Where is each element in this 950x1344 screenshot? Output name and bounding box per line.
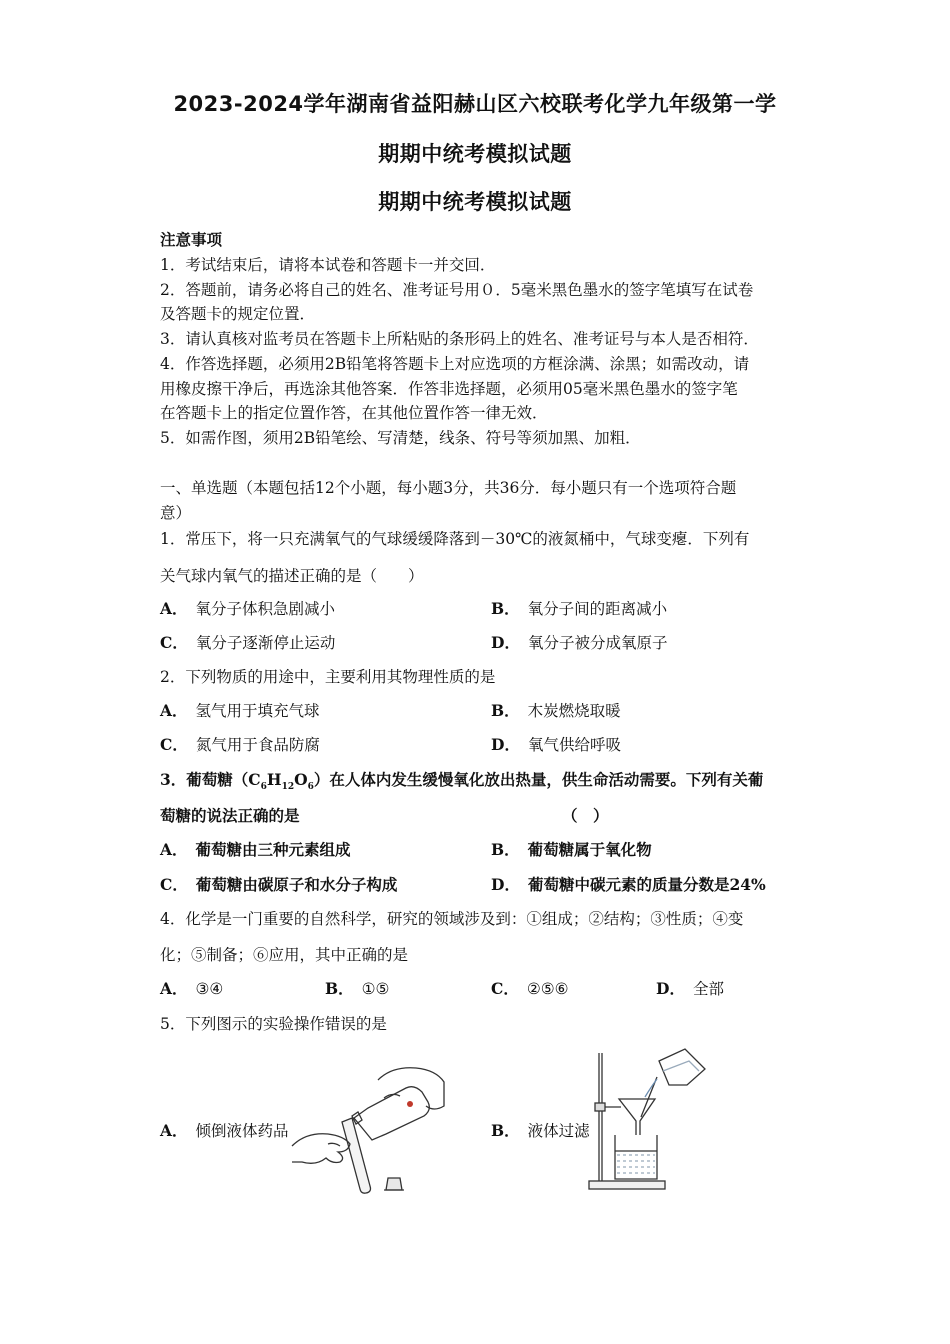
q4-option-b: B． ①⑤ — [325, 979, 390, 998]
title-line-1: 2023-2024学年湖南省益阳赫山区六校联考化学九年级第一学 — [173, 92, 777, 116]
q3-option-a: A． 葡萄糖由三种元素组成 — [160, 840, 351, 859]
notice-item: 4．作答选择题，必须用2B铅笔将答题卡上对应选项的方框涂满、涂黑；如需改动，请 — [160, 355, 750, 373]
section-heading-cont: 意） — [160, 504, 192, 522]
q4-option-a: A． ③④ — [160, 979, 224, 998]
glucose-formula: $C_6H_{12}O_6$ — [248, 770, 314, 793]
q1-stem-cont: 关气球内氧气的描述正确的是（ ） — [160, 567, 424, 585]
q4-stem-cont: 化；⑤制备；⑥应用，其中正确的是 — [160, 946, 409, 964]
notice-item: 在答题卡上的指定位置作答，在其他位置作答一律无效． — [160, 404, 548, 422]
section-heading: 一、单选题（本题包括12个小题，每小题3分，共36分．每小题只有一个选项符合题 — [160, 479, 737, 497]
title-line-2: 期期中统考模拟试题 — [378, 142, 572, 166]
q2-option-c: C． 氮气用于食品防腐 — [160, 735, 320, 754]
q2-option-d: D． 氧气供给呼吸 — [491, 735, 621, 754]
q1-stem: 1．常压下，将一只充满氧气的气球缓缓降落到－30℃的液氮桶中，气球变瘪．下列有 — [160, 530, 750, 548]
q3-stem-cont: 萄糖的说法正确的是 — [160, 806, 300, 825]
notice-item: 2．答题前，请务必将自己的姓名、准考证号用０．5毫米黑色墨水的签字笔填写在试卷 — [160, 281, 754, 299]
q4-stem: 4．化学是一门重要的自然科学，研究的领域涉及到：①组成；②结构；③性质；④变 — [160, 910, 744, 928]
notice-item: 及答题卡的规定位置． — [160, 305, 316, 323]
q1-option-d: D． 氧分子被分成氧原子 — [491, 633, 668, 652]
notice-item: 3．请认真核对监考员在答题卡上所粘贴的条形码上的姓名、准考证号与本人是否相符． — [160, 330, 759, 348]
notice-heading: 注意事项 — [160, 230, 223, 249]
q2-option-a: A． 氢气用于填充气球 — [160, 701, 320, 720]
q2-stem: 2．下列物质的用途中，主要利用其物理性质的是 — [160, 668, 496, 686]
q5-stem: 5．下列图示的实验操作错误的是 — [160, 1015, 387, 1033]
q3-answer-bracket: （ ） — [562, 806, 609, 825]
pouring-liquid-figure — [288, 1058, 448, 1198]
q3-option-b: B． 葡萄糖属于氧化物 — [491, 840, 652, 859]
notice-item: 1．考试结束后，请将本试卷和答题卡一并交回． — [160, 256, 496, 274]
q3-stem: 3．葡萄糖$(C_6H_{12}O_6)$在人体内发生缓慢氧化放出热量，供生命活动需要。下列有关葡 — [160, 770, 764, 793]
q5-option-a: A． 倾倒液体药品 — [160, 1121, 289, 1140]
q1-option-b: B． 氧分子间的距离减小 — [491, 599, 668, 618]
title-line-3: 期期中统考模拟试题 — [378, 190, 572, 214]
q1-option-a: A． 氧分子体积急剧减小 — [160, 599, 336, 618]
q5-option-b: B． 液体过滤 — [491, 1121, 590, 1140]
q3-option-d: D． 葡萄糖中碳元素的质量分数是24% — [491, 875, 766, 894]
notice-item: 5．如需作图，须用2B铅笔绘、写清楚，线条、符号等须加黑、加粗． — [160, 429, 641, 447]
q1-option-c: C． 氧分子逐渐停止运动 — [160, 633, 336, 652]
filtration-figure — [585, 1043, 715, 1195]
notice-item: 用橡皮擦干净后，再选涂其他答案．作答非选择题，必须用05毫米黑色墨水的签字笔 — [160, 380, 738, 398]
q4-option-d: D． 全部 — [656, 979, 724, 998]
q4-option-c: C． ②⑤⑥ — [491, 979, 569, 998]
q3-option-c: C． 葡萄糖由碳原子和水分子构成 — [160, 875, 398, 894]
q2-option-b: B． 木炭燃烧取暖 — [491, 701, 621, 720]
